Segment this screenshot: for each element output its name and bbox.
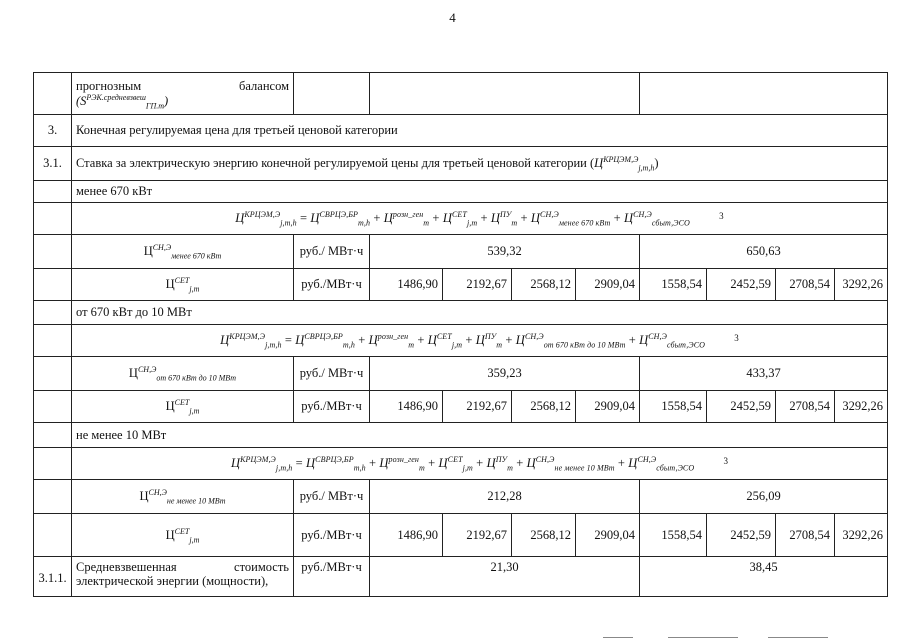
unit-cell: руб./ МВт·ч bbox=[294, 235, 370, 269]
set-value: 2708,54 bbox=[776, 269, 835, 301]
formula-term: Ц bbox=[442, 211, 452, 226]
formula-term: Ц bbox=[623, 211, 634, 226]
section-3-1-title-cell: Ставка за электрическую энергию конечной регулируемой цены для третьей ценовой категории $(Ц^{КРЦЭМ,Э}_{j,m,h})$ bbox=[72, 147, 888, 181]
formula-term-sub: j,m bbox=[462, 463, 473, 473]
formula-term: Ц bbox=[526, 456, 536, 471]
num-cell bbox=[34, 391, 72, 423]
set-value: 2909,04 bbox=[576, 269, 640, 301]
formula-term-sup: СВРЦЭ,БР bbox=[319, 210, 359, 220]
empty-cell bbox=[370, 73, 640, 115]
formula-term-sub: j,m bbox=[466, 218, 478, 228]
price-formula: $Ц^{КРЦЭМ,Э}_{j,m,h} = Ц^{СВРЦЭ,БР}_{m,h} + Ц^{розн\_ген}_m + Ц^{СЕТ}_{j,m} + Ц^{ПУ}_m + Ц^{СН,Э}_{менее 670 кВт} + Ц^{СН,Э}_{сбыт,ЭСО}$ $^3$ bbox=[72, 203, 888, 235]
carry-symbol-sub: ГП.m bbox=[145, 101, 164, 110]
formula-term: Ц bbox=[486, 456, 496, 471]
num-cell bbox=[34, 423, 72, 448]
carry-over-row bbox=[34, 73, 888, 115]
sn-symbol-sub: от 670 кВт до 10 МВт bbox=[156, 373, 237, 383]
formula-term-sub: m,h bbox=[342, 340, 355, 350]
sn-symbol: Ц bbox=[139, 489, 149, 504]
unit-cell: руб./МВт·ч bbox=[294, 269, 370, 301]
formula-term: Ц bbox=[368, 333, 378, 348]
set-symbol-sub: j,m bbox=[189, 406, 200, 416]
formula-lhs: Ц bbox=[230, 456, 241, 471]
formula-term-sub: от 670 кВт до 10 МВт bbox=[543, 340, 626, 350]
section-3-1-number: 3.1. bbox=[34, 147, 72, 181]
sn-row bbox=[34, 480, 888, 514]
formula-term: Ц bbox=[628, 456, 638, 471]
formula-term: Ц bbox=[530, 211, 541, 226]
formula-term: Ц bbox=[427, 333, 437, 348]
carry-symbol-sup: РЭК.средневзвеш bbox=[86, 92, 146, 102]
num-cell bbox=[34, 203, 72, 235]
set-value: 2192,67 bbox=[443, 514, 512, 557]
set-label bbox=[72, 269, 294, 301]
formula-row bbox=[34, 203, 888, 235]
section-3-1-title: Ставка за электрическую энергию конечной регулируемой цены для третьей ценовой категории bbox=[76, 156, 587, 171]
sn-value-left: 359,23 bbox=[370, 357, 640, 391]
sn-label bbox=[72, 235, 294, 269]
num-cell bbox=[34, 480, 72, 514]
group-heading-row bbox=[34, 423, 888, 448]
sn-symbol: Ц bbox=[128, 366, 138, 381]
set-value: 3292,26 bbox=[835, 269, 888, 301]
set-row bbox=[34, 269, 888, 301]
formula-term-sub: m bbox=[423, 218, 430, 228]
formula-term-sup: СЕТ bbox=[451, 210, 467, 220]
formula-lhs: Ц bbox=[235, 211, 245, 226]
set-value: 1558,54 bbox=[640, 514, 707, 557]
sn-value-left: 539,32 bbox=[370, 235, 640, 269]
carry-symbol: S bbox=[80, 93, 87, 108]
empty-cell bbox=[640, 73, 888, 115]
page-number: 4 bbox=[449, 10, 456, 25]
section-3-1-1-row bbox=[34, 557, 888, 597]
set-row bbox=[34, 391, 888, 423]
scan-artifact bbox=[668, 637, 738, 638]
formula-term-sup: розн_ген bbox=[377, 332, 409, 342]
footnote-mark: 3 bbox=[734, 333, 739, 344]
formula-term-sup: СЕТ bbox=[447, 455, 463, 465]
sn-symbol-sub: менее 670 кВт bbox=[171, 251, 222, 261]
set-value: 1558,54 bbox=[640, 269, 707, 301]
num-cell bbox=[34, 325, 72, 357]
set-value: 2568,12 bbox=[512, 269, 576, 301]
formula-term: Ц bbox=[639, 333, 649, 348]
num-cell bbox=[34, 301, 72, 325]
set-symbol: Ц bbox=[165, 527, 175, 542]
formula-term-sub: m,h bbox=[358, 218, 371, 228]
formula-term-sup: СН,Э bbox=[524, 332, 544, 342]
formula-term-sub: m bbox=[408, 340, 415, 350]
unit-cell: руб./МВт·ч bbox=[294, 391, 370, 423]
section-3-1-row bbox=[34, 147, 888, 181]
set-symbol-sup: СЕТ bbox=[174, 526, 190, 536]
set-value: 2452,59 bbox=[707, 391, 776, 423]
carry-text-1: прогнозным bbox=[76, 79, 142, 94]
group-heading: менее 670 кВт bbox=[72, 181, 888, 203]
avg-value-right: 38,45 bbox=[640, 557, 888, 597]
unit-cell: руб./МВт·ч bbox=[294, 514, 370, 557]
sn-symbol-sup: СН,Э bbox=[148, 488, 167, 498]
section-3-1-symbol: Ц bbox=[594, 156, 604, 171]
sn-label bbox=[72, 480, 294, 514]
set-symbol: Ц bbox=[165, 277, 175, 292]
num-cell bbox=[34, 448, 72, 480]
formula-term: Ц bbox=[383, 211, 393, 226]
num-cell bbox=[34, 514, 72, 557]
sn-value-right: 256,09 bbox=[640, 480, 888, 514]
num-cell bbox=[34, 269, 72, 301]
formula-term: Ц bbox=[306, 456, 316, 471]
section-3-1-1-number: 3.1.1. bbox=[34, 557, 72, 597]
formula-term-sup: СН,Э bbox=[633, 210, 652, 220]
formula-row bbox=[34, 325, 888, 357]
sn-label bbox=[72, 357, 294, 391]
formula-term-sub: m bbox=[496, 340, 503, 350]
section-3-1-1-word1: Средневзвешенная bbox=[76, 560, 177, 574]
formula-term: Ц bbox=[438, 456, 448, 471]
formula-term-sup: ПУ bbox=[495, 455, 508, 465]
formula-term-sub: m bbox=[418, 463, 425, 473]
set-symbol-sup: СЕТ bbox=[174, 398, 190, 408]
sn-value-left: 212,28 bbox=[370, 480, 640, 514]
sn-symbol: Ц bbox=[143, 244, 153, 259]
section-3-row bbox=[34, 115, 888, 147]
formula-lhs-sup: КРЦЭМ,Э bbox=[229, 332, 266, 342]
formula-term-sup: ПУ bbox=[484, 332, 497, 342]
formula-term-sup: СН,Э bbox=[637, 455, 657, 465]
num-cell bbox=[34, 181, 72, 203]
formula-lhs-sub: j,m,h bbox=[265, 340, 282, 350]
formula-term: Ц bbox=[515, 333, 525, 348]
section-3-title: Конечная регулируемая цена для третьей ценовой категории bbox=[72, 115, 888, 147]
sn-row bbox=[34, 357, 888, 391]
formula-term-sub: менее 670 кВт bbox=[558, 218, 611, 228]
set-value: 1558,54 bbox=[640, 391, 707, 423]
formula-term: Ц bbox=[490, 211, 501, 226]
price-formula: $Ц^{КРЦЭМ,Э}_{j,m,h} = Ц^{СВРЦЭ,БР}_{m,h} + Ц^{розн\_ген}_m + Ц^{СЕТ}_{j,m} + Ц^{ПУ}_m + Ц^{СН,Э}_{от 670 кВт до 10 МВт} + Ц^{СН,Э}_{сбыт,ЭСО}$ $^3$ bbox=[72, 325, 888, 357]
sn-value-right: 650,63 bbox=[640, 235, 888, 269]
set-value: 1486,90 bbox=[370, 514, 443, 557]
formula-term: Ц bbox=[475, 333, 485, 348]
carry-text-cell: прогнозным балансом $(S^{РЭК.средневзвеш}_{ГП.m})$ bbox=[72, 73, 294, 115]
formula-lhs-sub: j,m,h bbox=[275, 463, 293, 473]
set-symbol-sub: j,m bbox=[189, 284, 200, 294]
section-3-number: 3. bbox=[34, 115, 72, 147]
empty-cell bbox=[294, 73, 370, 115]
scan-artifact bbox=[768, 637, 828, 638]
set-label bbox=[72, 391, 294, 423]
set-symbol: Ц bbox=[165, 399, 175, 414]
sn-row bbox=[34, 235, 888, 269]
sn-value-right: 433,37 bbox=[640, 357, 888, 391]
formula-term-sub: j,m bbox=[451, 340, 463, 350]
formula-lhs-sub: j,m,h bbox=[280, 218, 297, 228]
section-3-1-1-text bbox=[72, 557, 294, 597]
formula-term-sup: СН,Э bbox=[648, 332, 667, 342]
formula-row bbox=[34, 448, 888, 480]
formula-lhs-sup: КРЦЭМ,Э bbox=[244, 210, 281, 220]
set-value: 3292,26 bbox=[835, 391, 888, 423]
formula-term-sub: сбыт,ЭСО bbox=[656, 463, 695, 473]
scan-artifact bbox=[603, 637, 633, 638]
tariff-table bbox=[33, 72, 888, 597]
set-value: 2192,67 bbox=[443, 269, 512, 301]
unit-cell: руб./ МВт·ч bbox=[294, 357, 370, 391]
formula-lhs: Ц bbox=[220, 333, 230, 348]
set-value: 1486,90 bbox=[370, 269, 443, 301]
carry-text-2: балансом bbox=[239, 79, 289, 94]
num-cell bbox=[34, 73, 72, 115]
formula-term: Ц bbox=[295, 333, 305, 348]
set-value: 2452,59 bbox=[707, 269, 776, 301]
num-cell bbox=[34, 357, 72, 391]
formula-term-sub: сбыт,ЭСО bbox=[651, 218, 690, 228]
formula-term: Ц bbox=[379, 456, 389, 471]
set-value: 2568,12 bbox=[512, 514, 576, 557]
unit-cell: руб./ МВт·ч bbox=[294, 480, 370, 514]
set-value: 2909,04 bbox=[576, 391, 640, 423]
formula-lhs-sup: КРЦЭМ,Э bbox=[240, 455, 276, 465]
price-formula: $Ц^{КРЦЭМ,Э}_{j,m,h} = Ц^{СВРЦЭ,БР}_{m,h} + Ц^{розн\_ген}_m + Ц^{СЕТ}_{j,m} + Ц^{ПУ}_m + Ц^{СН,Э}_{не менее 10 МВт} + Ц^{СН,Э}_{сбыт,ЭСО}$ $^3$ bbox=[72, 448, 888, 480]
group-heading: не менее 10 МВт bbox=[72, 423, 888, 448]
set-value: 2452,59 bbox=[707, 514, 776, 557]
set-value: 2909,04 bbox=[576, 514, 640, 557]
formula-term-sup: розн_ген bbox=[392, 210, 424, 220]
unit-cell: руб./МВт·ч bbox=[294, 557, 370, 597]
formula-term-sup: СЕТ bbox=[436, 332, 452, 342]
formula-term-sub: m bbox=[507, 463, 513, 473]
section-3-1-1-line2: электрической энергии (мощности), bbox=[76, 574, 269, 589]
group-heading: от 670 кВт до 10 МВт bbox=[72, 301, 888, 325]
formula-term-sub: не менее 10 МВт bbox=[554, 463, 615, 473]
footnote-mark: 3 bbox=[719, 211, 724, 222]
set-symbol-sub: j,m bbox=[189, 535, 200, 545]
formula-term-sup: СН,Э bbox=[540, 210, 559, 220]
formula-term-sub: сбыт,ЭСО bbox=[667, 340, 706, 350]
section-3-1-symbol-sup: КРЦЭМ,Э bbox=[603, 155, 639, 165]
section-3-1-symbol-sub: j,m,h bbox=[638, 163, 655, 173]
set-value: 1486,90 bbox=[370, 391, 443, 423]
formula-term-sup: СН,Э bbox=[535, 455, 555, 465]
section-3-1-1-word2: стоимость bbox=[234, 560, 289, 574]
formula-term-sup: СВРЦЭ,БР bbox=[315, 455, 354, 465]
set-row bbox=[34, 514, 888, 557]
formula-term-sub: m bbox=[511, 218, 518, 228]
formula-term-sup: СВРЦЭ,БР bbox=[304, 332, 343, 342]
avg-value-left: 21,30 bbox=[370, 557, 640, 597]
set-symbol-sup: СЕТ bbox=[174, 276, 190, 286]
set-value: 3292,26 bbox=[835, 514, 888, 557]
set-label bbox=[72, 514, 294, 557]
set-value: 2192,67 bbox=[443, 391, 512, 423]
footnote-mark: 3 bbox=[723, 456, 729, 467]
formula-term-sup: розн_ген bbox=[388, 455, 419, 465]
formula-term-sup: ПУ bbox=[500, 210, 512, 220]
set-value: 2568,12 bbox=[512, 391, 576, 423]
group-heading-row bbox=[34, 181, 888, 203]
num-cell bbox=[34, 235, 72, 269]
formula-term: Ц bbox=[310, 211, 320, 226]
group-heading-row bbox=[34, 301, 888, 325]
sn-symbol-sub: не менее 10 МВт bbox=[166, 496, 226, 506]
formula-term-sub: m,h bbox=[353, 463, 366, 473]
set-value: 2708,54 bbox=[776, 391, 835, 423]
sn-symbol-sup: СН,Э bbox=[152, 243, 172, 253]
set-value: 2708,54 bbox=[776, 514, 835, 557]
sn-symbol-sup: СН,Э bbox=[137, 365, 157, 375]
